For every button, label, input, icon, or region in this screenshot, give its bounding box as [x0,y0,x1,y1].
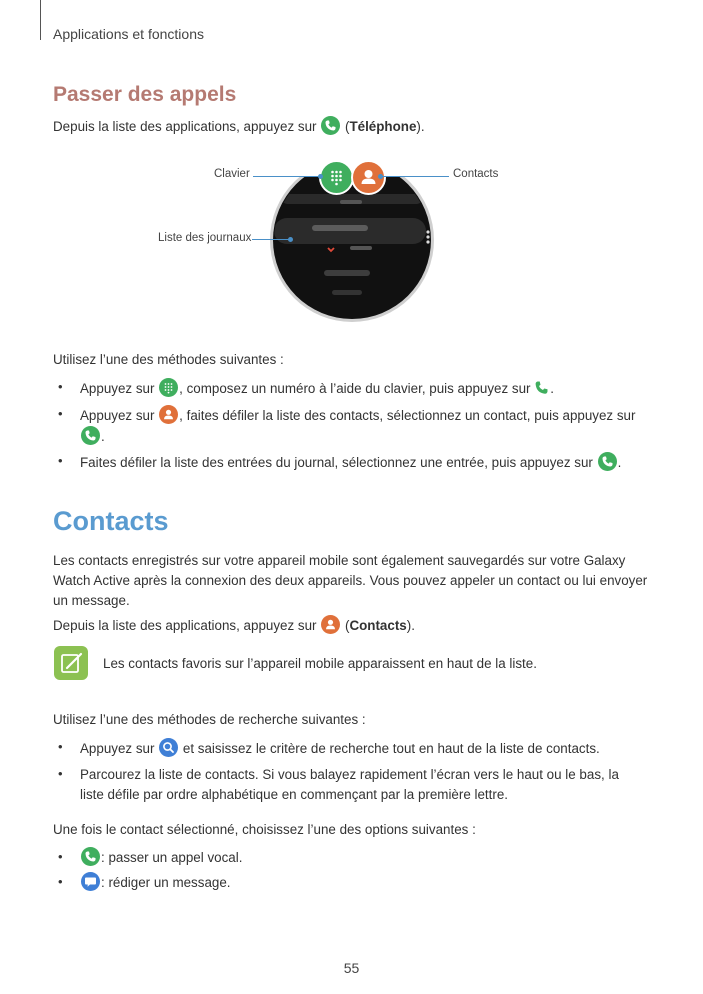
keypad-button[interactable] [319,160,354,195]
contacts-icon [159,405,178,424]
leader-contacts-end [378,174,383,179]
page-number: 55 [343,960,360,976]
message-icon [81,872,100,891]
option-call: : passer un appel vocal. [80,847,242,868]
bullet-marker: • [58,849,63,864]
option-message: : rédiger un message. [80,872,231,893]
keypad-icon [321,162,352,193]
leader-contacts [380,176,449,177]
bullet-marker: • [58,379,63,394]
label-keypad: Clavier [214,168,250,180]
bullet-marker: • [58,874,63,889]
calls-intro: Depuis la liste des applications, appuyez sur (Téléphone). [53,116,425,137]
bullet-marker: • [58,766,63,781]
call-icon [81,426,100,445]
calls-method-1: Appuyez sur , composez un numéro à l’aide du clavier, puis appuyez sur . [80,378,660,399]
search-method-1: Appuyez sur et saisissez le critère de recherche tout en haut de la liste de contacts. [80,738,660,759]
calls-methods-intro: Utilisez l’une des méthodes suivantes : [53,352,284,367]
call-icon [598,452,617,471]
search-icon [159,738,178,757]
phone-icon [534,380,550,396]
contacts-heading: Contacts [53,506,169,536]
contacts-intro: Depuis la liste des applications, appuyez sur (Contacts). [53,615,415,636]
bullet-marker: • [58,406,63,421]
leader-logs-end [288,237,293,242]
watch-figure [0,0,703,340]
keypad-icon [159,378,178,397]
contacts-paragraph: Les contacts enregistrés sur votre appareil mobile sont également sauvegardés sur votre Galaxy Watch Active après la connexion des deux appareils. Vous pouvez appeler un contact ou lui envoyer un message. [53,553,648,608]
search-intro: Utilisez l’une des méthodes de recherche suivantes : [53,712,366,727]
bullet-marker: • [58,453,63,468]
label-contacts: Contacts [453,168,499,180]
leader-logs [252,239,290,240]
section-header: Applications et fonctions [53,26,204,42]
bullet-marker: • [58,739,63,754]
calls-method-2: Appuyez sur , faites défiler la liste des contacts, sélectionnez un contact, puis appuyez sur . [80,405,650,447]
phone-icon [81,847,100,866]
watch-screen [262,176,442,326]
options-intro: Une fois le contact sélectionné, choisissez l’une des options suivantes : [53,822,476,837]
note-text: Les contacts favoris sur l’appareil mobile apparaissent en haut de la liste. [103,656,537,671]
calls-method-3: Faites défiler la liste des entrées du journal, sélectionnez une entrée, puis appuyez sur . [80,452,660,473]
search-method-2: Parcourez la liste de contacts. Si vous balayez rapidement l’écran vers le haut ou le bas, la liste défile par ordre alphabétique en commençant par la première lettre. [80,767,619,802]
calls-heading: Passer des appels [53,83,237,106]
leader-keypad [253,176,321,177]
label-logs: Liste des journaux [158,232,252,244]
leader-keypad-end [318,174,323,179]
note-icon [54,646,88,680]
contacts-app-icon [321,615,340,634]
